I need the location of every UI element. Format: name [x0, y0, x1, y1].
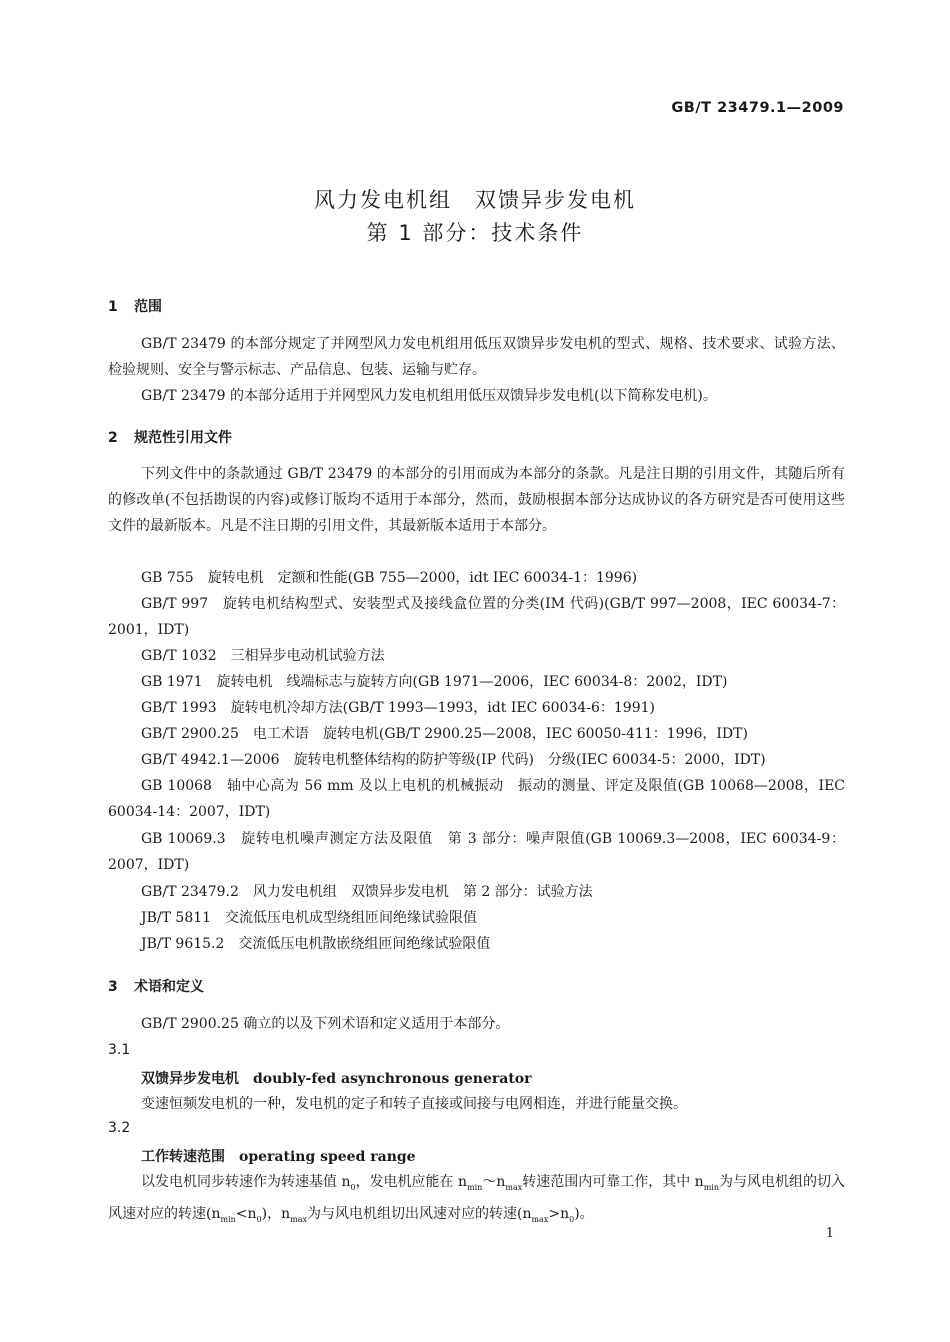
term-definition: 变速恒频发电机的一种，发电机的定子和转子直接或间接与电网相连，并进行能量交换。 [141, 1096, 687, 1112]
page-number: 1 [825, 1226, 834, 1241]
normative-refs-intro: 下列文件中的条款通过 GB/T 23479 的本部分的引用而成为本部分的条款。凡是注日期的引用文件，其随后所有的修改单(不包括勘误的内容)或修订版均不适用于本部分，然而，鼓励根据本部分达成协议的各方研究是否可使用这些文件的最新版本。凡是不注日期的引用文件，其最新版本适用于本部分。 [108, 466, 845, 534]
scope-paragraph-2: GB/T 23479 的本部分适用于并网型风力发电机组用低压双馈异步发电机(以下简称发电机)。 [141, 388, 717, 404]
reference-item: GB/T 1032 三相异步电动机试验方法 [141, 648, 385, 664]
term-heading [141, 1068, 532, 1088]
document-title-line2: 第 1 部分：技术条件 [366, 221, 584, 245]
section-title: 规范性引用文件 [134, 430, 232, 446]
term-cn: 工作转速范围 [141, 1149, 225, 1165]
term-number: 3.2 [108, 1120, 131, 1136]
term-en: doubly-fed asynchronous generator [253, 1071, 532, 1087]
section-title: 术语和定义 [134, 979, 204, 995]
reference-item: GB 755 旋转电机 定额和性能(GB 755—2000，idt IEC 60034-1：1996) [141, 570, 638, 586]
term-heading [141, 1146, 416, 1166]
section-number: 1 [108, 299, 118, 315]
document-title-line1: 风力发电机组 双馈异步发电机 [314, 188, 636, 212]
reference-item: GB/T 2900.25 电工术语 旋转电机(GB/T 2900.25—2008，IEC 60050-411：1996，IDT) [141, 726, 748, 742]
reference-item: GB/T 1993 旋转电机冷却方法(GB/T 1993—1993，idt IEC 60034-6：1991) [141, 700, 655, 716]
section-title: 范围 [134, 299, 162, 315]
term-number: 3.1 [108, 1042, 131, 1058]
section-2-heading [108, 427, 232, 447]
section-3-heading [108, 976, 204, 996]
reference-item: GB/T 997 旋转电机结构型式、安装型式及接线盒位置的分类(IM 代码)(GB/T 997—2008，IEC 60034-7：2001，IDT) [108, 596, 845, 638]
terms-intro: GB/T 2900.25 确立的以及下列术语和定义适用于本部分。 [141, 1016, 510, 1032]
section-number: 2 [108, 430, 118, 446]
term-definition: 以发电机同步转速作为转速基值 $n_0$，发电机应能在 $n_{min}\sim n_{max}$转速范围内可靠工作，其中 $n_{min}$为与风电机组的切入风速对应的转速$(n_{min}<n_0)$，$n_{max}$为与风电机组切出风速对应的转速$(n_{max}>n_0)$。 [108, 1174, 845, 1224]
reference-item: GB/T 23479.2 风力发电机组 双馈异步发电机 第 2 部分：试验方法 [141, 884, 593, 900]
scope-paragraph-1: GB/T 23479 的本部分规定了并网型风力发电机组用低压双馈异步发电机的型式、规格、技术要求、试验方法、检验规则、安全与警示标志、产品信息、包装、运输与贮存。 [108, 336, 845, 378]
reference-item: GB 1971 旋转电机 线端标志与旋转方向(GB 1971—2006，IEC 60034-8：2002，IDT) [141, 674, 728, 690]
standard-code: GB/T 23479.1—2009 [671, 100, 844, 116]
reference-item: GB 10068 轴中心高为 56 mm 及以上电机的机械振动 振动的测量、评定及限值(GB 10068—2008，IEC 60034-14：2007，IDT) [108, 778, 845, 820]
reference-item: GB 10069.3 旋转电机噪声测定方法及限值 第 3 部分：噪声限值(GB 10069.3—2008，IEC 60034-9：2007，IDT) [108, 831, 845, 873]
reference-item: JB/T 9615.2 交流低压电机散嵌绕组匝间绝缘试验限值 [141, 936, 491, 952]
reference-item: JB/T 5811 交流低压电机成型绕组匝间绝缘试验限值 [141, 910, 478, 926]
section-1-heading [108, 296, 162, 316]
term-cn: 双馈异步发电机 [141, 1071, 239, 1087]
section-number: 3 [108, 979, 118, 995]
reference-item: GB/T 4942.1—2006 旋转电机整体结构的防护等级(IP 代码) 分级(IEC 60034-5：2000，IDT) [141, 752, 766, 768]
term-en: operating speed range [239, 1149, 416, 1165]
